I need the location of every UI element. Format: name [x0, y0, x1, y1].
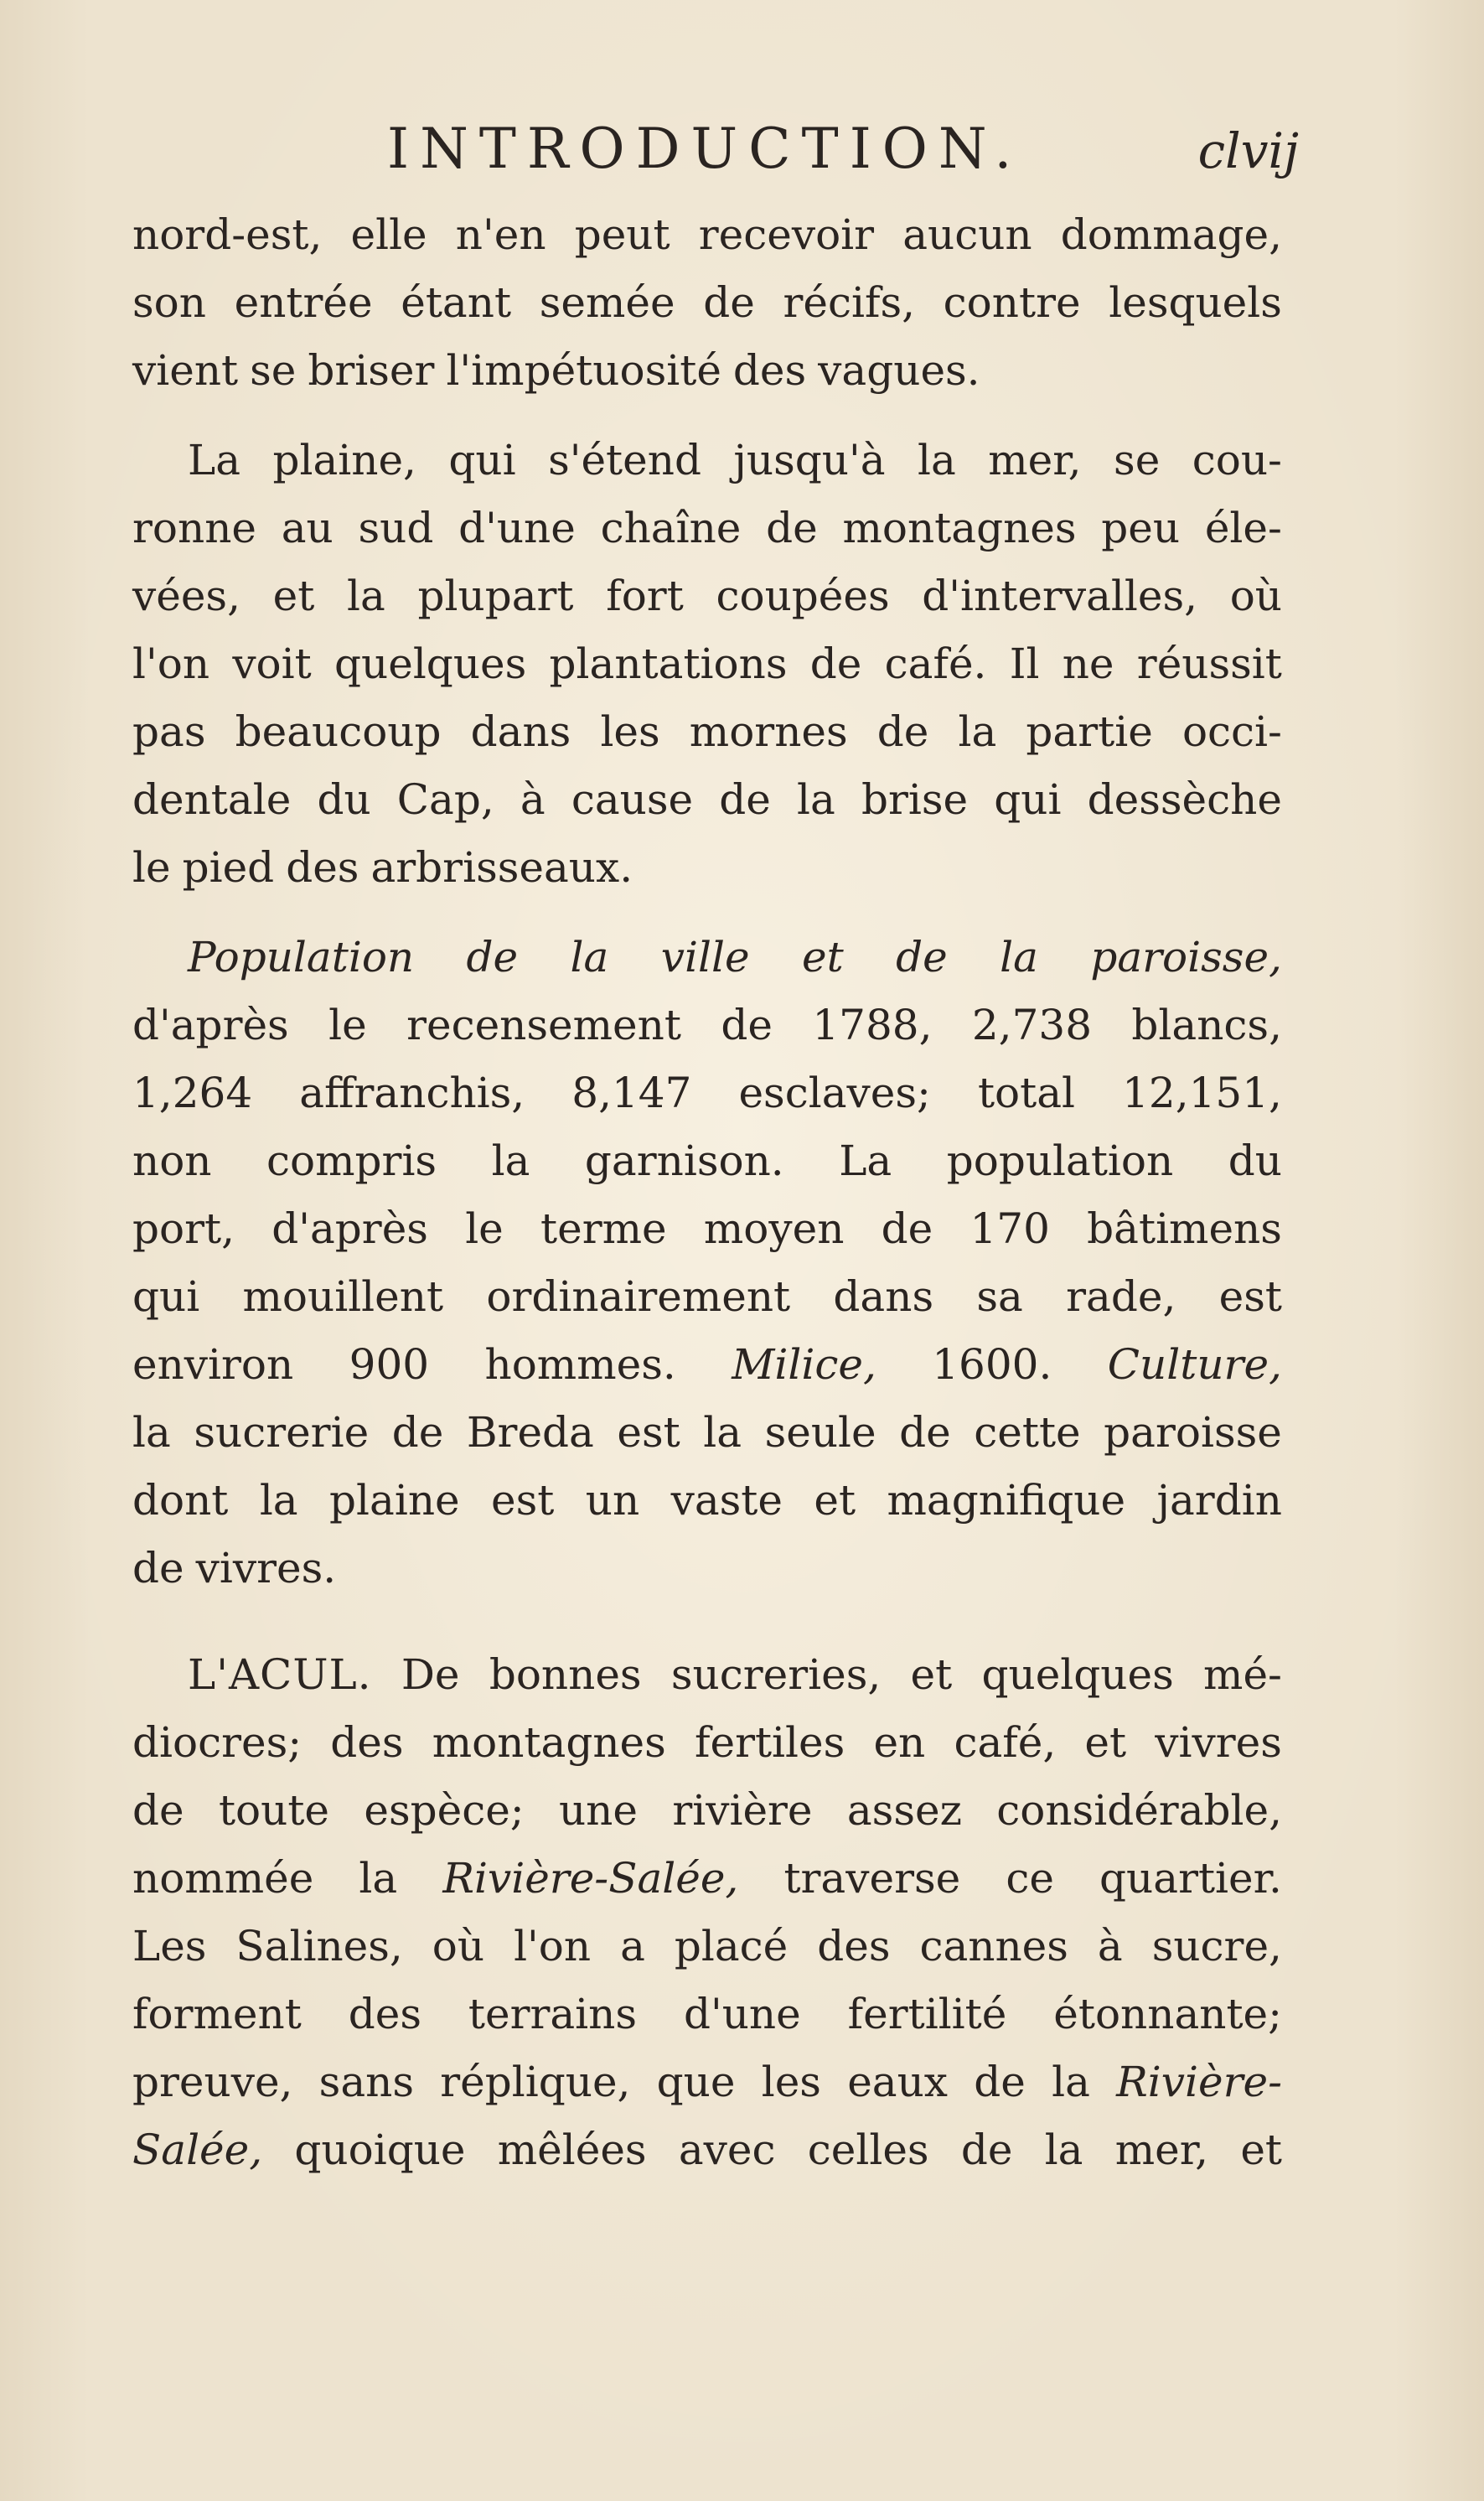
word: preuve,: [132, 2058, 293, 2106]
word: 1788,: [812, 1001, 933, 1049]
word: eaux: [847, 2058, 949, 2106]
word: hommes.: [484, 1340, 676, 1389]
word: de: [960, 2126, 1013, 2174]
word: cette: [974, 1408, 1081, 1457]
word: la: [797, 775, 835, 824]
word: plupart: [417, 572, 574, 620]
word: brise: [861, 775, 969, 824]
word: paroisse,: [1090, 933, 1282, 981]
word: placé: [674, 1922, 789, 1970]
word: et: [1084, 1718, 1127, 1767]
word: cause: [571, 775, 694, 824]
word: quelques: [334, 639, 527, 688]
word: vagues.: [818, 346, 980, 395]
word: de: [132, 1544, 184, 1592]
word: diocres;: [132, 1718, 302, 1767]
word: environ: [132, 1340, 294, 1389]
word: ne: [1062, 639, 1114, 688]
text-line: [132, 698, 1282, 766]
word: et: [814, 1476, 856, 1525]
word: l'impétuosité: [446, 346, 721, 395]
word: Rivière-: [1116, 2058, 1282, 2106]
text-line: [132, 1127, 1282, 1195]
word: dessèche: [1087, 775, 1282, 824]
word: de: [809, 639, 862, 688]
text-line: [132, 1195, 1282, 1263]
word: la: [1044, 2126, 1083, 2174]
text-line: [132, 1535, 1282, 1603]
text-line: [132, 1981, 1282, 2048]
word: au: [281, 504, 334, 552]
text-line: [132, 201, 1282, 269]
word: de: [466, 933, 519, 981]
word: affranchis,: [299, 1069, 525, 1117]
word: magnifique: [887, 1476, 1126, 1525]
word: son: [132, 278, 206, 327]
word: de: [899, 1408, 951, 1457]
word: les: [761, 2058, 821, 2106]
word: la: [1000, 933, 1038, 981]
word: assez: [846, 1786, 962, 1835]
word: mer,: [1114, 2126, 1209, 2174]
word: garnison.: [584, 1137, 784, 1185]
text-line: [132, 2048, 1282, 2116]
word: elle: [350, 210, 427, 259]
word: la: [359, 1854, 398, 1903]
text-line: [132, 562, 1282, 630]
word: du: [1228, 1137, 1282, 1185]
word: vient: [132, 346, 239, 395]
word: un: [585, 1476, 640, 1525]
word: partie: [1026, 707, 1153, 756]
word: paroisse: [1104, 1408, 1282, 1457]
word: Population: [188, 933, 415, 981]
word: de: [719, 775, 771, 824]
word: moyen: [703, 1204, 845, 1253]
word: des: [330, 1718, 404, 1767]
word: cannes: [919, 1922, 1068, 1970]
word: 8,147: [571, 1069, 692, 1117]
word: la: [1052, 2058, 1090, 2106]
word: la: [958, 707, 997, 756]
text-line: [132, 630, 1282, 698]
word: mornes: [689, 707, 848, 756]
word: d'après: [271, 1204, 428, 1253]
text-line: [132, 269, 1282, 337]
word: esclaves;: [738, 1069, 931, 1117]
word: à: [1097, 1922, 1123, 1970]
text-line: [132, 992, 1282, 1059]
text-line: [132, 427, 1282, 495]
word: où: [1229, 572, 1282, 620]
text-line: [132, 1777, 1282, 1845]
word: la: [259, 1476, 298, 1525]
word: peut: [574, 210, 670, 259]
word: réussit: [1136, 639, 1282, 688]
word: fertilité: [847, 1990, 1007, 2038]
word: de: [132, 1786, 184, 1835]
text-line: [132, 1467, 1282, 1535]
word: 1,264: [132, 1069, 253, 1117]
text-line: [132, 1913, 1282, 1981]
word: chaîne: [600, 504, 742, 552]
word: De: [401, 1650, 460, 1699]
text-line: [132, 337, 1282, 405]
word: de: [766, 504, 818, 552]
word: aucun: [902, 210, 1032, 259]
word: L'ACUL.: [188, 1650, 372, 1699]
word: nommée: [132, 1854, 314, 1903]
word: la: [703, 1408, 742, 1457]
word: celles: [807, 2126, 929, 2174]
word: La: [839, 1137, 892, 1185]
text-line: [132, 1263, 1282, 1331]
word: dans: [470, 707, 571, 756]
word: étant: [401, 278, 512, 327]
word: café.: [884, 639, 987, 688]
word: se: [1114, 436, 1161, 484]
word: de: [896, 933, 948, 981]
word: mé-: [1203, 1650, 1282, 1699]
word: vées,: [132, 572, 240, 620]
word: montagnes: [432, 1718, 666, 1767]
word: une: [558, 1786, 638, 1835]
word: est: [1218, 1272, 1282, 1321]
word: 2,738: [971, 1001, 1092, 1049]
word: les: [600, 707, 660, 756]
word: recevoir: [698, 210, 875, 259]
word: d'une: [683, 1990, 801, 2038]
word: de: [876, 707, 929, 756]
word: Il: [1009, 639, 1040, 688]
text-line: [132, 2116, 1282, 2184]
word: a: [620, 1922, 645, 1970]
word: plaine,: [272, 436, 416, 484]
word: est: [617, 1408, 680, 1457]
word: compris: [266, 1137, 437, 1185]
word: est: [491, 1476, 555, 1525]
word: l'on: [514, 1922, 592, 1970]
word: ville: [660, 933, 750, 981]
word: seule: [764, 1408, 876, 1457]
word: sucre,: [1151, 1922, 1282, 1970]
word: et: [272, 572, 315, 620]
word: quelques: [981, 1650, 1174, 1699]
word: dommage,: [1060, 210, 1282, 259]
word: peu: [1101, 504, 1181, 552]
word: sans: [318, 2058, 415, 2106]
word: Rivière-Salée,: [442, 1854, 739, 1903]
word: port,: [132, 1204, 235, 1253]
word: jardin: [1156, 1476, 1282, 1525]
word: non: [132, 1137, 212, 1185]
word: qui: [994, 775, 1062, 824]
page-header: [126, 116, 1299, 183]
word: traverse: [783, 1854, 961, 1903]
word: bonnes: [489, 1650, 642, 1699]
word: d'une: [458, 504, 576, 552]
word: la: [347, 572, 385, 620]
word: sucrerie: [194, 1408, 370, 1457]
body-text: [132, 201, 1282, 2184]
word: des: [348, 1990, 421, 2038]
word: de: [391, 1408, 444, 1457]
word: la: [491, 1137, 530, 1185]
word: terme: [540, 1204, 667, 1253]
word: la: [570, 933, 609, 981]
word: total: [977, 1069, 1076, 1117]
word: coupées: [716, 572, 890, 620]
word: le: [328, 1001, 367, 1049]
word: d'intervalles,: [922, 572, 1198, 620]
text-line: [132, 766, 1282, 834]
word: recensement: [406, 1001, 681, 1049]
word: des: [817, 1922, 891, 1970]
word: La: [188, 436, 241, 484]
word: voit: [232, 639, 312, 688]
text-line: [132, 1059, 1282, 1127]
word: pas: [132, 707, 206, 756]
word: Salines,: [235, 1922, 403, 1970]
word: à: [520, 775, 546, 824]
word: cou-: [1192, 436, 1282, 484]
word: toute: [218, 1786, 330, 1835]
word: ce: [1006, 1854, 1054, 1903]
word: dont: [132, 1476, 229, 1525]
word: de: [703, 278, 755, 327]
word: et: [1240, 2126, 1282, 2174]
word: mouillent: [242, 1272, 444, 1321]
word: récifs,: [783, 278, 916, 327]
word: la: [918, 436, 956, 484]
word: arbrisseaux.: [370, 843, 633, 892]
text-line: [132, 495, 1282, 562]
word: 170: [970, 1204, 1050, 1253]
word: blancs,: [1131, 1001, 1282, 1049]
word: se: [250, 346, 297, 395]
word: où: [432, 1922, 485, 1970]
word: vivres: [1155, 1718, 1282, 1767]
word: avec: [678, 2126, 776, 2174]
word: mêlées: [497, 2126, 647, 2174]
word: beaucoup: [235, 707, 442, 756]
word: qui: [448, 436, 516, 484]
word: et: [910, 1650, 953, 1699]
word: terrains: [468, 1990, 638, 2038]
word: espèce;: [364, 1786, 525, 1835]
word: éle-: [1204, 504, 1282, 552]
word: montagnes: [842, 504, 1077, 552]
word: occi-: [1182, 707, 1282, 756]
word: qui: [132, 1272, 200, 1321]
word: Milice,: [732, 1340, 876, 1389]
word: forment: [132, 1990, 302, 2038]
word: vaste: [670, 1476, 783, 1525]
running-title: INTRODUCTION.: [387, 117, 1023, 181]
word: quoique: [294, 2126, 466, 2174]
word: des: [732, 346, 807, 395]
word: sucreries,: [670, 1650, 882, 1699]
word: la: [132, 1408, 171, 1457]
word: contre: [943, 278, 1081, 327]
word: rivière: [672, 1786, 813, 1835]
word: sa: [976, 1272, 1023, 1321]
word: plantations: [549, 639, 788, 688]
word: de: [881, 1204, 933, 1253]
word: n'en: [455, 210, 546, 259]
text-line: [132, 924, 1282, 992]
word: en: [873, 1718, 926, 1767]
word: quartier.: [1099, 1854, 1282, 1903]
word: lesquels: [1109, 278, 1282, 327]
word: population: [946, 1137, 1174, 1185]
text-line: [132, 1641, 1282, 1709]
word: s'étend: [548, 436, 701, 484]
word: plaine: [329, 1476, 460, 1525]
word: Culture,: [1107, 1340, 1282, 1389]
word: café,: [954, 1718, 1057, 1767]
word: de: [721, 1001, 773, 1049]
word: 900: [349, 1340, 430, 1389]
word: pied: [182, 843, 275, 892]
word: rade,: [1066, 1272, 1176, 1321]
word: bâtimens: [1087, 1204, 1282, 1253]
word: sud: [358, 504, 434, 552]
word: briser: [308, 346, 435, 395]
word: fertiles: [694, 1718, 845, 1767]
word: du: [317, 775, 371, 824]
word: dentale: [132, 775, 292, 824]
word: nord-est,: [132, 210, 323, 259]
word: 1600.: [932, 1340, 1052, 1389]
word: Breda: [466, 1408, 594, 1457]
word: jusqu'à: [733, 436, 886, 484]
text-line: [132, 834, 1282, 902]
word: dans: [833, 1272, 934, 1321]
word: fort: [606, 572, 684, 620]
text-line: [132, 1845, 1282, 1913]
word: Les: [132, 1922, 207, 1970]
word: vivres.: [195, 1544, 337, 1592]
word: semée: [539, 278, 675, 327]
word: le: [132, 843, 171, 892]
word: l'on: [132, 639, 210, 688]
word: réplique,: [440, 2058, 631, 2106]
word: étonnante;: [1053, 1990, 1282, 2038]
word: des: [286, 843, 359, 892]
word: considérable,: [996, 1786, 1282, 1835]
page-number: clvij: [1197, 122, 1299, 179]
text-line: [132, 1399, 1282, 1467]
word: de: [974, 2058, 1026, 2106]
word: ordinairement: [486, 1272, 791, 1321]
word: entrée: [234, 278, 373, 327]
word: que: [656, 2058, 736, 2106]
word: Salée,: [132, 2126, 263, 2174]
text-line: [132, 1331, 1282, 1399]
text-line: [132, 1709, 1282, 1777]
word: le: [465, 1204, 504, 1253]
word: ronne: [132, 504, 256, 552]
word: 12,151,: [1122, 1069, 1282, 1117]
word: et: [801, 933, 844, 981]
word: d'après: [132, 1001, 289, 1049]
word: Cap,: [396, 775, 494, 824]
word: mer,: [988, 436, 1082, 484]
